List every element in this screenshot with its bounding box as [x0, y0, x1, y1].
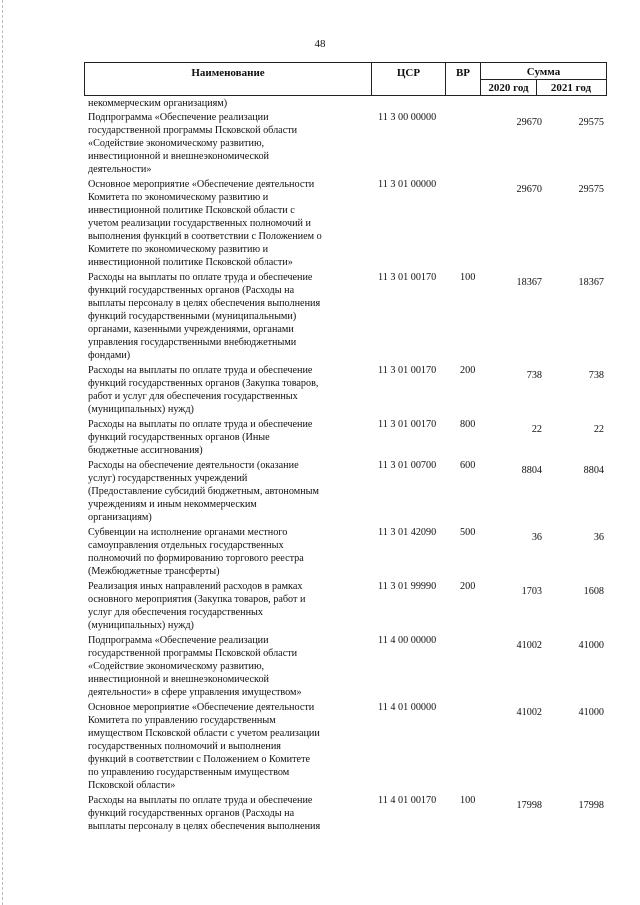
- row-vr: 100: [460, 795, 476, 806]
- row-name-line: функций государственных органов (Закупка товаров,: [88, 378, 319, 389]
- row-sum-2021: 29575: [578, 184, 604, 195]
- header-sum: Сумма: [526, 66, 561, 78]
- row-csr: 11 4 01 00000: [378, 702, 437, 713]
- row-name-line: Комитета по экономическому развитию и: [88, 192, 269, 203]
- row-name: [88, 271, 364, 362]
- row-csr: 11 3 01 00170: [378, 419, 437, 430]
- row-sum-2021: 36: [593, 532, 604, 543]
- row-name-line: учетом реализации государственных полномочий и: [88, 218, 311, 229]
- row-name-line: организациям): [88, 512, 152, 523]
- row-name-line: деятельности»: [88, 164, 152, 175]
- row-name: [88, 580, 364, 632]
- row-sum-2021: 22: [593, 424, 604, 435]
- row-name-line: функций государственных органов (Расходы на: [88, 808, 295, 819]
- row-name-line: самоуправления отдельных государственных: [88, 540, 284, 551]
- header-sum-divider: [481, 79, 606, 80]
- row-name-line: инвестиционной и внешнеэкономической: [88, 151, 269, 162]
- row-name-line: бюджетные ассигнования): [88, 445, 203, 456]
- row-name: [88, 364, 364, 416]
- row-name-line: работ и услуг для обеспечения государственных: [88, 391, 298, 402]
- row-sum-2020: 22: [531, 424, 542, 435]
- row-name-line: Подпрограмма «Обеспечение реализации: [88, 635, 269, 646]
- table-row: [88, 111, 608, 176]
- scan-margin-line: [2, 0, 4, 905]
- row-name-line: Субвенции на исполнение органами местного: [88, 527, 288, 538]
- row-sum-2021: 18367: [578, 277, 604, 288]
- row-name-line: функций государственных органов (Иные: [88, 432, 270, 443]
- row-name-line: услуг) государственных учреждений: [88, 473, 248, 484]
- row-name-line: Реализация иных направлений расходов в рамках: [88, 581, 303, 592]
- row-csr: 11 3 01 00700: [378, 460, 437, 471]
- row-name-line: (Межбюджетные трансферты): [88, 566, 220, 577]
- row-name-line: имуществом Псковской области с учетом реализации: [88, 728, 320, 739]
- row-csr: 11 3 00 00000: [378, 112, 437, 123]
- row-name-line: управления государственными внебюджетными: [88, 337, 297, 348]
- row-name-line: (муниципальных) нужд): [88, 620, 194, 631]
- row-sum-2020: 17998: [516, 800, 542, 811]
- table-row: [88, 97, 608, 110]
- row-name-line: функций государственных органов (Расходы на: [88, 285, 295, 296]
- row-name: [88, 701, 364, 792]
- table-row: [88, 794, 608, 833]
- row-sum-2020: 29670: [516, 117, 542, 128]
- row-name-line: функций в соответствии с Положением о Комитете: [88, 754, 311, 765]
- row-name-line: выполнения функций в соответствии с Положением о: [88, 231, 322, 242]
- header-name-cell: [85, 63, 372, 95]
- row-sum-2020: 36: [531, 532, 542, 543]
- row-name-line: государственных полномочий и выполнения: [88, 741, 281, 752]
- table-row: [88, 178, 608, 269]
- row-name-line: Подпрограмма «Обеспечение реализации: [88, 112, 269, 123]
- row-sum-2020: 41002: [516, 707, 542, 718]
- row-csr: 11 3 01 00170: [378, 365, 437, 376]
- row-name-line: (Предоставление субсидий бюджетным, автономным: [88, 486, 319, 497]
- header-year-2021: 2021 год: [550, 82, 592, 94]
- row-name-line: Основное мероприятие «Обеспечение деятельности: [88, 179, 315, 190]
- table-row: [88, 418, 608, 457]
- row-name-line: Основное мероприятие «Обеспечение деятельности: [88, 702, 315, 713]
- row-sum-2020: 8804: [521, 465, 542, 476]
- table-row: [88, 459, 608, 524]
- row-name-line: полномочий по формированию торгового реестра: [88, 553, 304, 564]
- row-name-line: учреждениям и иным некоммерческим: [88, 499, 257, 510]
- row-csr: 11 4 00 00000: [378, 635, 437, 646]
- row-name-line: инвестиционной политике Псковской области с: [88, 205, 295, 216]
- page-number: 48: [314, 38, 326, 50]
- row-sum-2021: 29575: [578, 117, 604, 128]
- row-sum-2021: 17998: [578, 800, 604, 811]
- row-name-line: инвестиционной и внешнеэкономической: [88, 674, 269, 685]
- row-name: [88, 459, 364, 524]
- row-name-line: Комитете по экономическому развитию и: [88, 244, 269, 255]
- row-name-line: фондами): [88, 350, 131, 361]
- row-name-line: Расходы на выплаты по оплате труда и обеспечение: [88, 795, 313, 806]
- row-name-line: выплаты персоналу в целях обеспечения выполнения: [88, 821, 321, 832]
- row-name-line: деятельности» в сфере управления имуществом»: [88, 687, 302, 698]
- row-vr: 200: [460, 581, 476, 592]
- row-name-line: государственной программы Псковской области: [88, 648, 298, 659]
- table-header: [84, 62, 607, 96]
- table-row: [88, 526, 608, 578]
- row-sum-2021: 41000: [578, 640, 604, 651]
- header-vr-cell: [446, 63, 481, 95]
- row-sum-2021: 41000: [578, 707, 604, 718]
- row-sum-2020: 29670: [516, 184, 542, 195]
- row-sum-2021: 738: [588, 370, 604, 381]
- table-row: [88, 364, 608, 416]
- header-csr-cell: [372, 63, 446, 95]
- row-vr: 100: [460, 272, 476, 283]
- row-name-line: некоммерческим организациям): [88, 98, 228, 109]
- row-name-line: Расходы на обеспечение деятельности (оказание: [88, 460, 299, 471]
- row-name-line: инвестиционной политике Псковской области»: [88, 257, 293, 268]
- row-name-line: органами, казенными учреждениями, органами: [88, 324, 294, 335]
- row-sum-2021: 8804: [583, 465, 604, 476]
- row-name-line: основного мероприятия (Закупка товаров, работ и: [88, 594, 306, 605]
- row-name: [88, 794, 364, 833]
- row-name-line: выплаты персоналу в целях обеспечения выполнения: [88, 298, 321, 309]
- header-year-2020: 2020 год: [488, 82, 529, 94]
- row-name-line: услуг для обеспечения государственных: [88, 607, 263, 618]
- table-row: [88, 271, 608, 362]
- header-vr: ВР: [455, 67, 471, 79]
- row-sum-2021: 1608: [583, 586, 604, 597]
- row-csr: 11 3 01 99990: [378, 581, 437, 592]
- row-csr: 11 4 01 00170: [378, 795, 437, 806]
- row-name-line: Расходы на выплаты по оплате труда и обеспечение: [88, 365, 313, 376]
- header-sum-cell: [481, 63, 606, 95]
- row-name: [88, 526, 364, 578]
- row-name-line: «Содействие экономическому развитию,: [88, 661, 265, 672]
- row-name-line: Расходы на выплаты по оплате труда и обеспечение: [88, 419, 313, 430]
- row-name-line: Комитета по управлению государственным: [88, 715, 276, 726]
- row-sum-2020: 18367: [516, 277, 542, 288]
- row-name-line: (муниципальных) нужд): [88, 404, 194, 415]
- row-csr: 11 3 01 42090: [378, 527, 437, 538]
- row-name-line: функций государственными (муниципальными): [88, 311, 297, 322]
- row-name: [88, 97, 364, 110]
- row-csr: 11 3 01 00000: [378, 179, 437, 190]
- table-row: [88, 580, 608, 632]
- row-name: [88, 634, 364, 699]
- row-vr: 500: [460, 527, 476, 538]
- header-name: Наименование: [191, 67, 265, 79]
- row-name-line: по управлению государственным имуществом: [88, 767, 290, 778]
- header-csr: ЦСР: [396, 67, 421, 79]
- row-vr: 200: [460, 365, 476, 376]
- row-sum-2020: 41002: [516, 640, 542, 651]
- row-vr: 800: [460, 419, 476, 430]
- row-csr: 11 3 01 00170: [378, 272, 437, 283]
- table-row: [88, 701, 608, 792]
- row-name: [88, 178, 364, 269]
- row-sum-2020: 738: [526, 370, 542, 381]
- row-name-line: Расходы на выплаты по оплате труда и обеспечение: [88, 272, 313, 283]
- row-name-line: «Содействие экономическому развитию,: [88, 138, 265, 149]
- row-name: [88, 418, 364, 457]
- row-name: [88, 111, 364, 176]
- row-vr: 600: [460, 460, 476, 471]
- table-row: [88, 634, 608, 699]
- row-name-line: Псковской области»: [88, 780, 176, 791]
- row-sum-2020: 1703: [521, 586, 542, 597]
- row-name-line: государственной программы Псковской области: [88, 125, 298, 136]
